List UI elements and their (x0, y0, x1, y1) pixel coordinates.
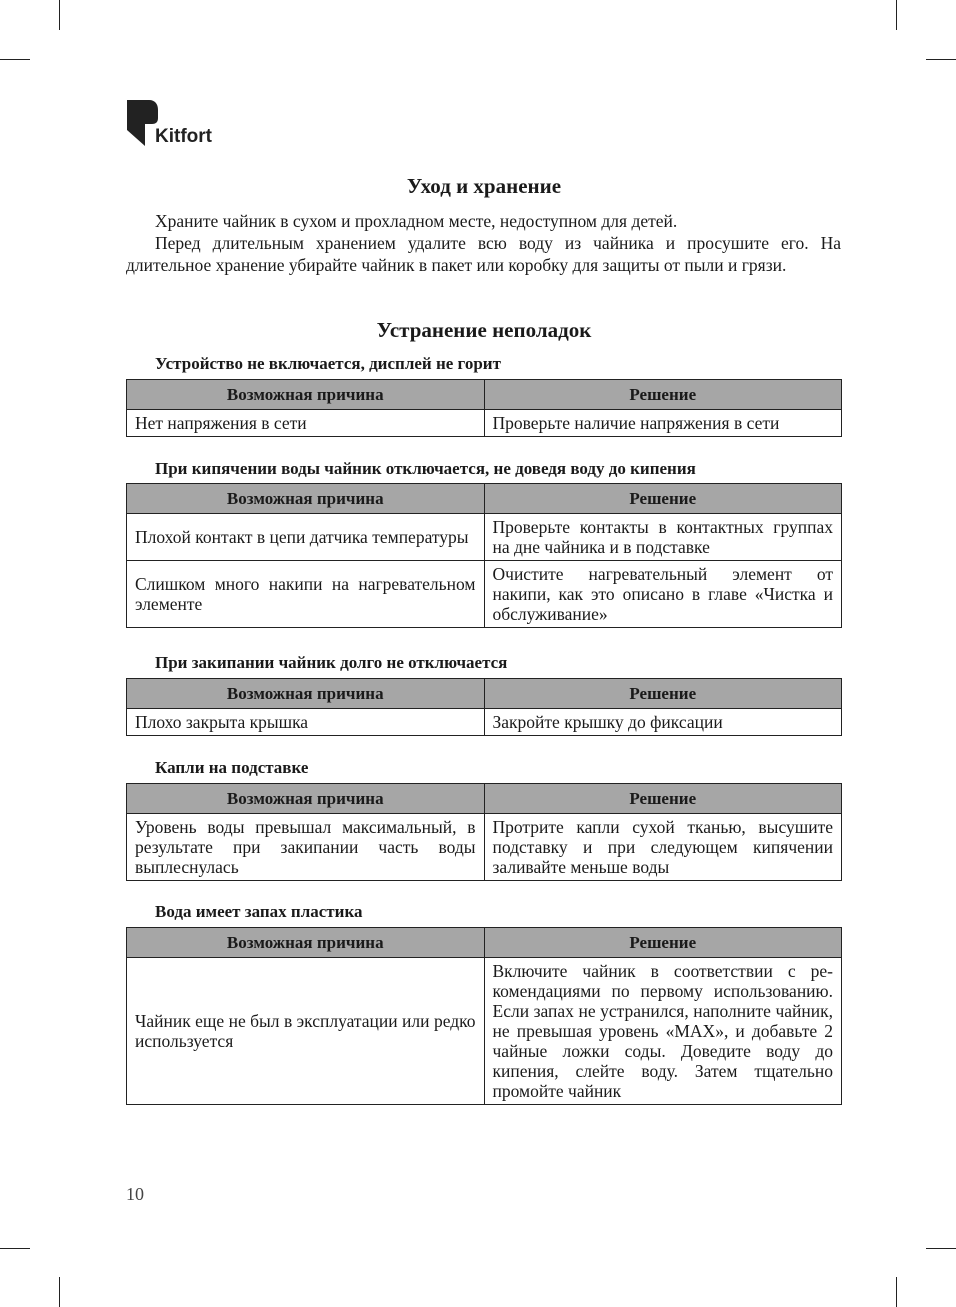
solution-cell: Проверьте наличие напряжения в сети (484, 410, 842, 437)
cause-cell: Уровень воды превышал максимальный, в результате при закипании часть воды выплеснулась (127, 814, 485, 881)
troubleshooting-table (126, 927, 842, 1105)
section-heading: При закипании чайник долго не отключается (155, 653, 508, 672)
crop-mark (0, 1248, 30, 1249)
crop-mark (59, 0, 60, 30)
troubleshooting-table (126, 483, 842, 628)
table-header-row (127, 679, 842, 709)
table-header-row (127, 380, 842, 410)
cause-cell: Нет напряжения в сети (127, 410, 485, 437)
table-row (127, 561, 842, 628)
table-row (127, 709, 842, 736)
header-solution: Решение (484, 784, 842, 814)
troubleshooting-table (126, 379, 842, 437)
crop-mark (896, 1277, 897, 1307)
header-solution: Решение (484, 679, 842, 709)
header-cause: Возможная причина (127, 484, 485, 514)
solution-cell: Протрите капли сухой тканью, высушите подставку и при следующем кипячении заливайте меньше воды (484, 814, 842, 881)
header-solution: Решение (484, 380, 842, 410)
header-cause: Возможная причина (127, 679, 485, 709)
care-title: Уход и хранение (406, 174, 562, 198)
page-number: 10 (126, 1184, 144, 1204)
care-paragraph: Храните чайник в сухом и прохладном месте, недоступном для детей. (155, 211, 678, 231)
troubleshooting-table (126, 678, 842, 736)
cause-cell: Плохо закрыта крышка (127, 709, 485, 736)
troubleshooting-table (126, 783, 842, 881)
solution-cell: Очистите нагревательный элемент от накипи, как это описано в главе «Чистка и обслуживание» (484, 561, 842, 628)
care-text (126, 210, 841, 276)
crop-mark (896, 0, 897, 30)
brand-name: Kitfort (155, 126, 212, 147)
cause-cell: Чайник еще не был в эксплуатации или редко используется (127, 958, 485, 1105)
troubleshooting-title: Устранение неполадок (376, 318, 592, 342)
section-heading: Капли на подставке (155, 758, 309, 777)
header-solution: Решение (484, 484, 842, 514)
solution-cell: Проверьте контакты в контактных группах на дне чайника и в подставке (484, 514, 842, 561)
solution-cell: Включите чайник в соответствии с рекомендациями по первому использованию. Если запах не устранился, наполните чайник, не превышая уровень «MAX», и добавьте 2 чайные ложки соды. Доведите воду до кипения, слейте воду. Затем тщательно промойте чайник (484, 958, 842, 1105)
header-solution: Решение (484, 928, 842, 958)
cause-cell: Слишком много накипи на нагревательном элементе (127, 561, 485, 628)
header-cause: Возможная причина (127, 928, 485, 958)
section-heading: При кипячении воды чайник отключается, не доведя воду до кипения (155, 459, 696, 478)
section-heading: Устройство не включается, дисплей не горит (155, 354, 501, 373)
header-cause: Возможная причина (127, 784, 485, 814)
crop-mark (926, 59, 956, 60)
solution-cell: Закройте крышку до фиксации (484, 709, 842, 736)
crop-mark (0, 59, 30, 60)
crop-mark (926, 1248, 956, 1249)
brand-logo (127, 100, 212, 151)
table-row (127, 814, 842, 881)
cause-cell: Плохой контакт в цепи датчика температуры (127, 514, 485, 561)
table-header-row (127, 484, 842, 514)
table-row (127, 410, 842, 437)
table-row (127, 958, 842, 1105)
table-header-row (127, 928, 842, 958)
table-header-row (127, 784, 842, 814)
crop-mark (59, 1277, 60, 1307)
care-paragraph: Перед длительным хранением удалите всю воду из чайника и просушите его. На длительное хранение убирайте чайник в пакет или коробку для защиты от пыли и грязи. (126, 233, 841, 275)
section-heading: Вода имеет запах пластика (155, 902, 363, 921)
table-row (127, 514, 842, 561)
header-cause: Возможная причина (127, 380, 485, 410)
